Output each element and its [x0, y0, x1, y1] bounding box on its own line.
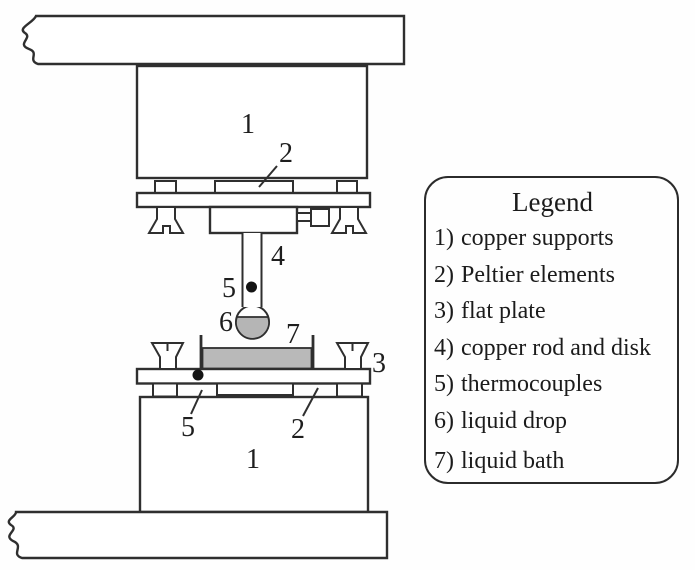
legend-item-thermocouples	[434, 366, 671, 403]
lower-peltier-element	[217, 384, 293, 396]
legend-item-number: 4)	[434, 334, 454, 361]
legend-title: Legend	[512, 187, 593, 217]
liquid-bath	[203, 348, 312, 369]
side-attachment-rod	[297, 213, 311, 221]
legend-item-label: copper supports	[461, 225, 614, 251]
label-lower-thermocouple: 5	[181, 412, 195, 443]
label-lower-copper-support: 1	[246, 444, 260, 475]
legend-item-flat-plate	[434, 293, 671, 330]
label-upper-copper-support: 1	[241, 109, 255, 140]
lower-left-bolt-foot	[153, 384, 177, 397]
label-copper-rod: 4	[271, 241, 285, 272]
rod-holder-block	[210, 207, 297, 233]
legend-item-label: copper rod and disk	[461, 334, 651, 361]
label-upper-thermocouple: 5	[222, 273, 236, 304]
copper-rod-fill	[244, 233, 261, 307]
legend-box	[424, 176, 679, 484]
legend-item-peltier-elements	[434, 257, 671, 294]
side-attachment-nut	[311, 209, 329, 226]
label-liquid-bath: 7	[286, 319, 300, 350]
upper-right-clamp	[332, 207, 366, 233]
legend-item-label: thermocouples	[461, 371, 603, 397]
upper-right-bolt-head	[337, 181, 357, 193]
legend-item-copper-supports	[434, 220, 671, 257]
legend-item-number: 5)	[434, 371, 454, 397]
legend-item-number: 2)	[434, 261, 454, 288]
legend-item-liquid-bath	[434, 443, 671, 480]
liquid-drop	[236, 317, 269, 339]
legend-item-number: 6)	[434, 407, 454, 434]
bottom-beam	[9, 512, 387, 558]
legend-item-copper-rod-and-disk	[434, 330, 671, 367]
legend-item-number: 7)	[434, 448, 454, 474]
upper-thermocouple-dot	[246, 282, 257, 293]
upper-peltier-element	[215, 181, 293, 193]
flat-plate	[137, 369, 370, 384]
lower-right-bolt-foot	[337, 384, 362, 397]
top-beam	[23, 16, 404, 64]
legend-item-label: liquid bath	[461, 448, 565, 474]
upper-plate	[137, 193, 370, 207]
legend-item-label: liquid drop	[461, 407, 567, 434]
legend-item-label: flat plate	[461, 298, 546, 324]
label-lower-peltier: 2	[291, 414, 305, 445]
label-upper-peltier: 2	[279, 138, 293, 169]
legend-item-number: 1)	[434, 225, 454, 251]
legend-item-number: 3)	[434, 298, 454, 324]
upper-left-clamp	[149, 207, 183, 233]
label-liquid-drop: 6	[219, 307, 233, 338]
legend-item-label: Peltier elements	[461, 261, 615, 288]
label-flat-plate: 3	[372, 348, 386, 379]
lower-thermocouple-dot	[193, 370, 204, 381]
legend-item-liquid-drop	[434, 403, 671, 440]
upper-left-bolt-head	[155, 181, 176, 193]
